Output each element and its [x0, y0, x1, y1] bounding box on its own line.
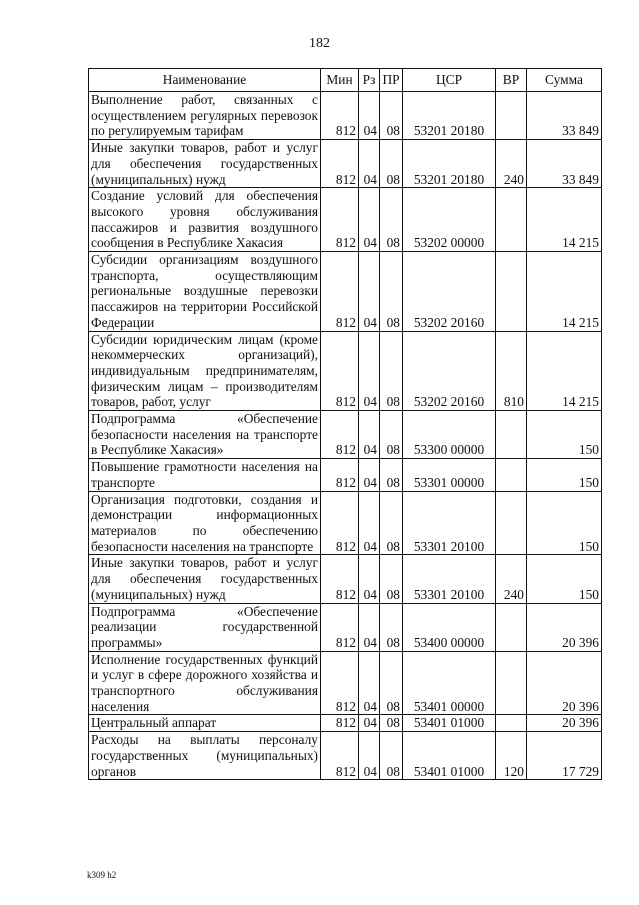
table-row — [89, 651, 602, 715]
cell-min: 812 — [321, 331, 359, 411]
cell-rz: 04 — [359, 140, 380, 188]
table-body — [89, 92, 602, 780]
cell-vr — [496, 92, 527, 140]
cell-min: 812 — [321, 651, 359, 715]
cell-vr: 240 — [496, 140, 527, 188]
header-sum: Сумма — [527, 69, 602, 92]
cell-rz: 04 — [359, 603, 380, 651]
cell-sum: 20 396 — [527, 603, 602, 651]
cell-sum: 150 — [527, 459, 602, 491]
cell-name: Расходы на выплаты персоналу государственных (муниципальных) органов — [89, 732, 321, 780]
cell-pr: 08 — [380, 411, 403, 459]
cell-vr — [496, 651, 527, 715]
cell-csr: 53201 20180 — [403, 92, 496, 140]
table-row — [89, 491, 602, 555]
cell-min: 812 — [321, 411, 359, 459]
cell-min: 812 — [321, 603, 359, 651]
cell-sum: 150 — [527, 555, 602, 603]
cell-csr: 53301 00000 — [403, 459, 496, 491]
table-row — [89, 252, 602, 332]
cell-min: 812 — [321, 555, 359, 603]
cell-min: 812 — [321, 491, 359, 555]
cell-name: Иные закупки товаров, работ и услуг для обеспечения государственных (муниципальных) нужд — [89, 555, 321, 603]
page-number: 182 — [309, 36, 330, 51]
cell-vr: 120 — [496, 732, 527, 780]
cell-min: 812 — [321, 252, 359, 332]
cell-sum: 20 396 — [527, 715, 602, 732]
cell-name: Иные закупки товаров, работ и услуг для обеспечения государственных (муниципальных) нужд — [89, 140, 321, 188]
cell-sum: 150 — [527, 491, 602, 555]
cell-rz: 04 — [359, 651, 380, 715]
table-header-row — [89, 69, 602, 92]
cell-csr: 53401 01000 — [403, 715, 496, 732]
table-row — [89, 715, 602, 732]
cell-csr: 53202 20160 — [403, 331, 496, 411]
cell-vr — [496, 459, 527, 491]
cell-rz: 04 — [359, 732, 380, 780]
cell-vr — [496, 188, 527, 252]
cell-name: Выполнение работ, связанных с осуществлением регулярных перевозок по регулируемым тарифам — [89, 92, 321, 140]
table-row — [89, 140, 602, 188]
cell-name: Центральный аппарат — [89, 715, 321, 732]
cell-min: 812 — [321, 140, 359, 188]
cell-sum: 150 — [527, 411, 602, 459]
cell-rz: 04 — [359, 555, 380, 603]
budget-table — [88, 68, 602, 780]
cell-vr — [496, 411, 527, 459]
cell-csr: 53401 00000 — [403, 651, 496, 715]
cell-sum: 20 396 — [527, 651, 602, 715]
header-rz: Рз — [359, 69, 380, 92]
header-min: Мин — [321, 69, 359, 92]
cell-sum: 14 215 — [527, 188, 602, 252]
cell-rz: 04 — [359, 715, 380, 732]
cell-sum: 14 215 — [527, 252, 602, 332]
cell-pr: 08 — [380, 331, 403, 411]
cell-rz: 04 — [359, 411, 380, 459]
cell-rz: 04 — [359, 459, 380, 491]
cell-min: 812 — [321, 732, 359, 780]
cell-vr: 240 — [496, 555, 527, 603]
cell-name: Повышение грамотности населения на транспорте — [89, 459, 321, 491]
cell-rz: 04 — [359, 491, 380, 555]
cell-vr — [496, 715, 527, 732]
cell-pr: 08 — [380, 188, 403, 252]
table-row — [89, 732, 602, 780]
table-row — [89, 188, 602, 252]
table-row — [89, 411, 602, 459]
cell-pr: 08 — [380, 252, 403, 332]
cell-min: 812 — [321, 92, 359, 140]
cell-sum: 33 849 — [527, 92, 602, 140]
table-row — [89, 603, 602, 651]
cell-name: Субсидии юридическим лицам (кроме некоммерческих организаций), индивидуальным предпринимателям, физическим лицам – производителям товаров, работ, услуг — [89, 331, 321, 411]
cell-vr: 810 — [496, 331, 527, 411]
cell-min: 812 — [321, 459, 359, 491]
cell-vr — [496, 252, 527, 332]
cell-pr: 08 — [380, 140, 403, 188]
cell-name: Организация подготовки, создания и демонстрации информационных материалов по обеспечению безопасности населения на транспорте — [89, 491, 321, 555]
cell-pr: 08 — [380, 92, 403, 140]
cell-name: Создание условий для обеспечения высокого уровня обслуживания пассажиров и развития воздушного сообщения в Республике Хакасия — [89, 188, 321, 252]
cell-csr: 53400 00000 — [403, 603, 496, 651]
cell-pr: 08 — [380, 555, 403, 603]
cell-csr: 53202 00000 — [403, 188, 496, 252]
table-row — [89, 331, 602, 411]
cell-csr: 53202 20160 — [403, 252, 496, 332]
cell-vr — [496, 491, 527, 555]
cell-sum: 17 729 — [527, 732, 602, 780]
header-csr: ЦСР — [403, 69, 496, 92]
header-pr: ПР — [380, 69, 403, 92]
table-row — [89, 92, 602, 140]
cell-pr: 08 — [380, 459, 403, 491]
cell-sum: 33 849 — [527, 140, 602, 188]
cell-sum: 14 215 — [527, 331, 602, 411]
cell-min: 812 — [321, 715, 359, 732]
cell-rz: 04 — [359, 252, 380, 332]
cell-pr: 08 — [380, 491, 403, 555]
table-row — [89, 459, 602, 491]
cell-vr — [496, 603, 527, 651]
cell-rz: 04 — [359, 92, 380, 140]
cell-pr: 08 — [380, 651, 403, 715]
cell-name: Подпрограмма «Обеспечение безопасности населения на транспорте в Республике Хакасия» — [89, 411, 321, 459]
footer-code: k309 h2 — [87, 870, 117, 880]
cell-pr: 08 — [380, 732, 403, 780]
cell-csr: 53301 20100 — [403, 555, 496, 603]
cell-pr: 08 — [380, 603, 403, 651]
cell-name: Исполнение государственных функций и услуг в сфере дорожного хозяйства и транспортного обслуживания населения — [89, 651, 321, 715]
table-row — [89, 555, 602, 603]
header-vr: ВР — [496, 69, 527, 92]
cell-csr: 53401 01000 — [403, 732, 496, 780]
cell-name: Подпрограмма «Обеспечение реализации государственной программы» — [89, 603, 321, 651]
cell-pr: 08 — [380, 715, 403, 732]
cell-min: 812 — [321, 188, 359, 252]
cell-name: Субсидии организациям воздушного транспорта, осуществляющим региональные воздушные перевозки пассажиров на территории Российской Федерации — [89, 252, 321, 332]
cell-csr: 53300 00000 — [403, 411, 496, 459]
cell-rz: 04 — [359, 331, 380, 411]
cell-csr: 53201 20180 — [403, 140, 496, 188]
cell-rz: 04 — [359, 188, 380, 252]
header-name: Наименование — [89, 69, 321, 92]
cell-csr: 53301 20100 — [403, 491, 496, 555]
